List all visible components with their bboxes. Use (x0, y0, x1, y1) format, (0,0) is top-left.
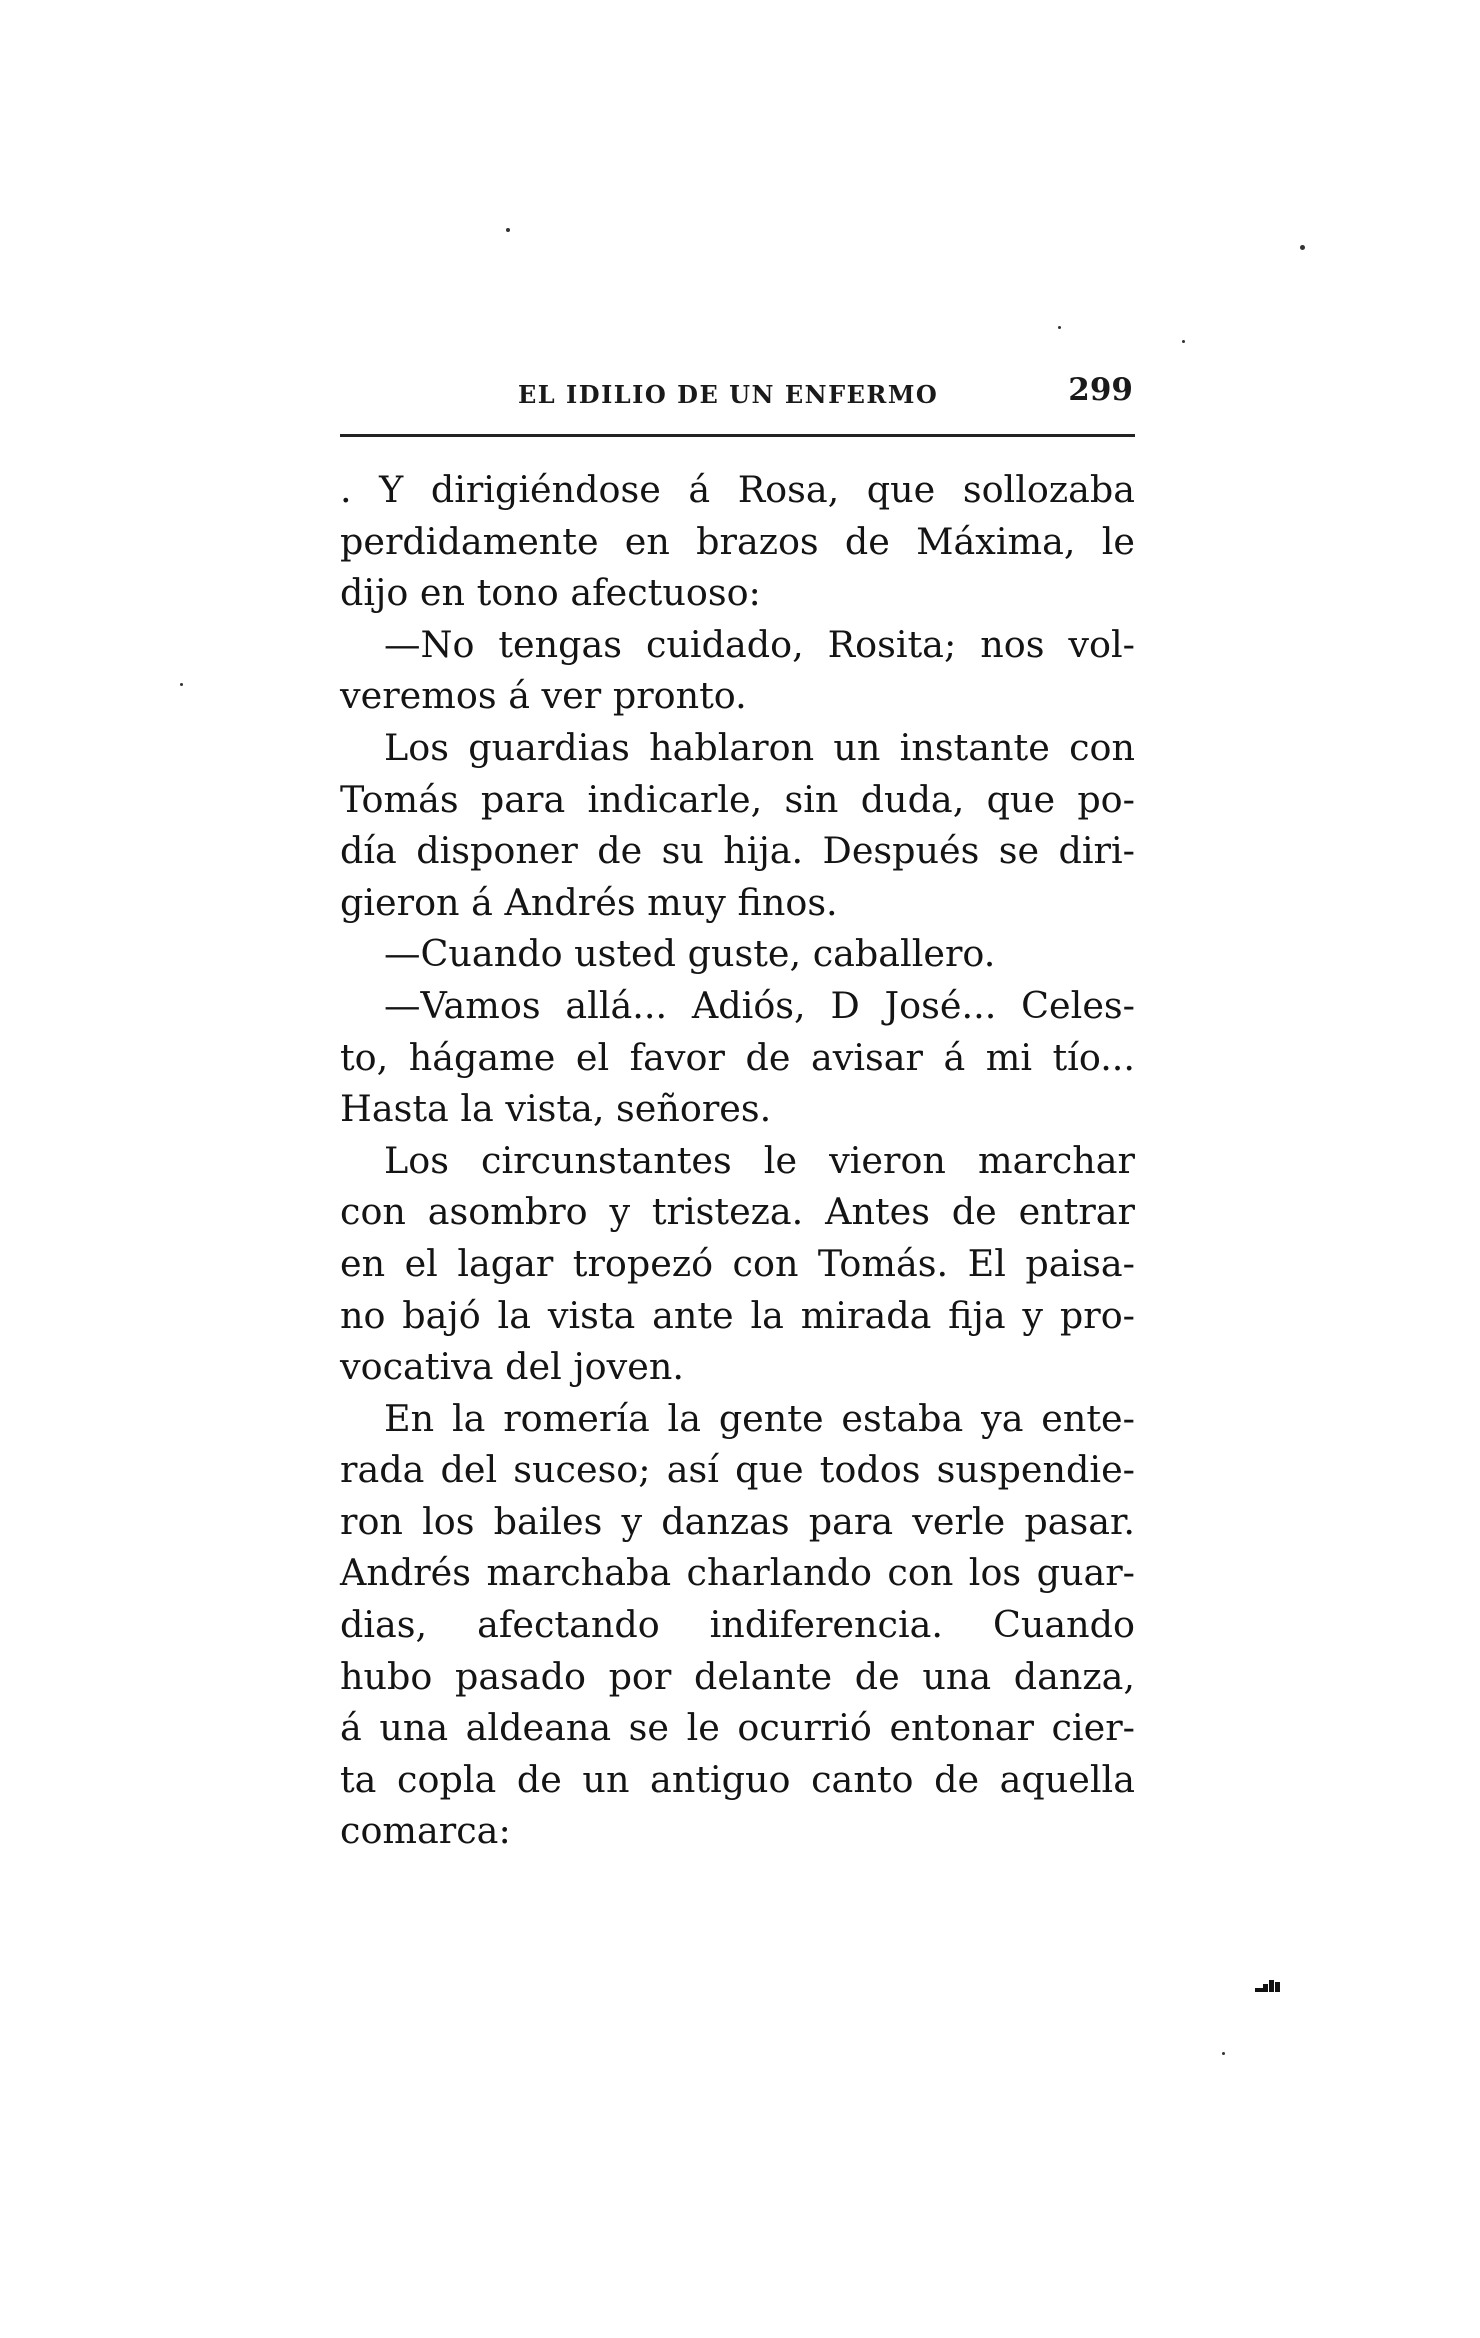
body-text (340, 464, 1135, 1857)
text-line: Tomás para indicarle, sin duda, que po- (340, 777, 1135, 821)
running-title: EL IDILIO DE UN ENFERMO (518, 380, 939, 409)
text-line: vocativa del joven. (340, 1345, 684, 1389)
page-header (340, 360, 1135, 420)
text-line: á una aldeana se le ocurrió entonar cier- (340, 1706, 1135, 1750)
text-line: Los guardias hablaron un instante con (384, 725, 1135, 769)
scan-speck (1182, 340, 1185, 343)
page-number: 299 (1068, 372, 1133, 408)
scan-speck (1300, 245, 1305, 250)
text-line: Andrés marchaba charlando con los guar- (340, 1551, 1135, 1595)
text-line: con asombro y tristeza. Antes de entrar (340, 1190, 1135, 1234)
scan-speck (506, 228, 510, 232)
text-line: no bajó la vista ante la mirada fija y pro- (340, 1293, 1135, 1337)
scan-speck (1222, 2052, 1225, 2055)
text-line: ron los bailes y danzas para verle pasar. (340, 1499, 1135, 1543)
text-line: —Cuando usted guste, caballero. (384, 932, 996, 976)
text-line: —Vamos allá... Adiós, D José... Celes- (384, 983, 1135, 1027)
printer-mark (1255, 1980, 1281, 1992)
text-line: ta copla de un antiguo canto de aquella (340, 1757, 1135, 1801)
text-line: Hasta la vista, señores. (340, 1087, 772, 1131)
scan-speck (180, 683, 183, 686)
text-line: dijo en tono afectuoso: (340, 571, 761, 615)
text-line: en el lagar tropezó con Tomás. El paisa- (340, 1241, 1135, 1285)
scan-speck (1058, 326, 1061, 329)
text-line: En la romería la gente estaba ya ente- (384, 1396, 1135, 1440)
text-line: rada del suceso; así que todos suspendie- (340, 1448, 1135, 1492)
text-line: . Y dirigiéndose á Rosa, que sollozaba (340, 468, 1135, 511)
text-line: hubo pasado por delante de una danza, (340, 1654, 1135, 1698)
text-line: gieron á Andrés muy finos. (340, 880, 838, 924)
text-line: —No tengas cuidado, Rosita; nos vol- (384, 622, 1135, 666)
text-line: comarca: (340, 1809, 511, 1853)
text-line: perdidamente en brazos de Máxima, le (340, 519, 1135, 563)
text-line: to, hágame el favor de avisar á mi tío... (340, 1035, 1135, 1079)
text-line: día disponer de su hija. Después se diri- (340, 829, 1135, 873)
text-line: Los circunstantes le vieron marchar (384, 1138, 1135, 1182)
text-line: veremos á ver pronto. (340, 674, 747, 718)
text-line: dias, afectando indiferencia. Cuando (340, 1603, 1135, 1647)
header-rule (340, 434, 1135, 437)
